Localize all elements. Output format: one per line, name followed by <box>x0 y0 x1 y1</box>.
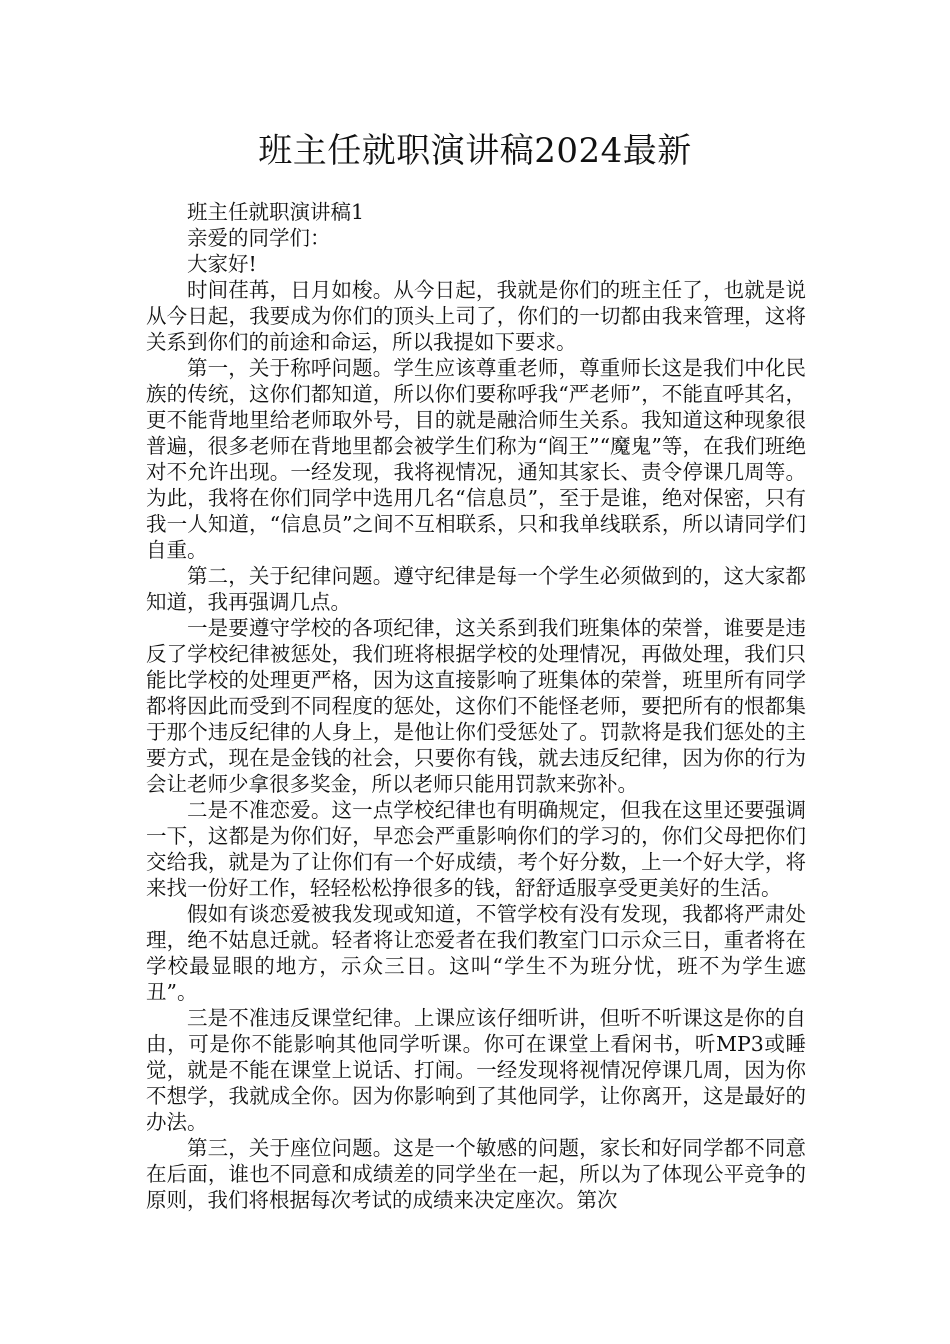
paragraph-rule-2: 二是不准恋爱。这一点学校纪律也有明确规定，但我在这里还要强调一下，这都是为你们好，早恋会严重影响你们的学习的，你们父母把你们交给我，就是为了让你们有一个好成绩，考个好分数，上一个好大学，将来找一份好工作，轻轻松松挣很多的钱，舒舒适服享受更美好的生活。 <box>146 798 806 900</box>
paragraph-salutation: 亲爱的同学们： <box>187 226 331 250</box>
paragraph-heading: 班主任就职演讲稿1 <box>187 200 365 224</box>
paragraph-rule-2-detail: 假如有谈恋爱被我发现或知道，不管学校有没有发现，我都将严肃处理，绝不姑息迁就。轻者将让恋爱者在我们教室门口示众三日，重者将在学校最显眼的地方，示众三日。这叫“学生不为班分忧，班不为学生遮丑”。 <box>146 902 806 1004</box>
document-body <box>146 199 806 1213</box>
paragraph-point-3: 第三，关于座位问题。这是一个敏感的问题，家长和好同学都不同意在后面，谁也不同意和成绩差的同学坐在一起，所以为了体现公平竞争的原则，我们将根据每次考试的成绩来决定座次。第次 <box>146 1136 806 1212</box>
paragraph-rule-3: 三是不准违反课堂纪律。上课应该仔细听讲，但听不听课这是你的自由，可是你不能影响其他同学听课。你可在课堂上看闲书，听MP3或睡觉，就是不能在课堂上说话、打闹。一经发现将视情况停课几周，因为你不想学，我就成全你。因为你影响到了其他同学，让你离开，这是最好的办法。 <box>146 1006 806 1134</box>
paragraph-point-1: 第一，关于称呼问题。学生应该尊重老师，尊重师长这是我们中化民族的传统，这你们都知道，所以你们要称呼我“严老师”，不能直呼其名，更不能背地里给老师取外号，目的就是融洽师生关系。我知道这种现象很普遍，很多老师在背地里都会被学生们称为“阎王”“魔鬼”等，在我们班绝对不允许出现。一经发现，我将视情况，通知其家长、责令停课几周等。为此，我将在你们同学中选用几名“信息员”，至于是谁，绝对保密，只有我一人知道，“信息员”之间不互相联系，只和我单线联系，所以请同学们自重。 <box>146 356 806 562</box>
document-title: 班主任就职演讲稿2024最新 <box>258 131 692 171</box>
paragraph-intro: 时间荏苒，日月如梭。从今日起，我就是你们的班主任了，也就是说从今日起，我要成为你们的顶头上司了，你们的一切都由我来管理，这将关系到你们的前途和命运，所以我提如下要求。 <box>146 278 806 354</box>
paragraph-rule-1: 一是要遵守学校的各项纪律，这关系到我们班集体的荣誉，谁要是违反了学校纪律被惩处，我们班将根据学校的处理情况，再做处理，我们只能比学校的处理更严格，因为这直接影响了班集体的荣誉，班里所有同学都将因此而受到不同程度的惩处，这你们不能怪老师，要把所有的恨都集于那个违反纪律的人身上，是他让你们受惩处了。罚款将是我们惩处的主要方式，现在是金钱的社会，只要你有钱，就去违反纪律，因为你的行为会让老师少拿很多奖金，所以老师只能用罚款来弥补。 <box>146 616 806 796</box>
paragraph-greeting: 大家好! <box>187 252 257 276</box>
paragraph-point-2: 第二，关于纪律问题。遵守纪律是每一个学生必须做到的，这大家都知道，我再强调几点。 <box>146 564 806 614</box>
